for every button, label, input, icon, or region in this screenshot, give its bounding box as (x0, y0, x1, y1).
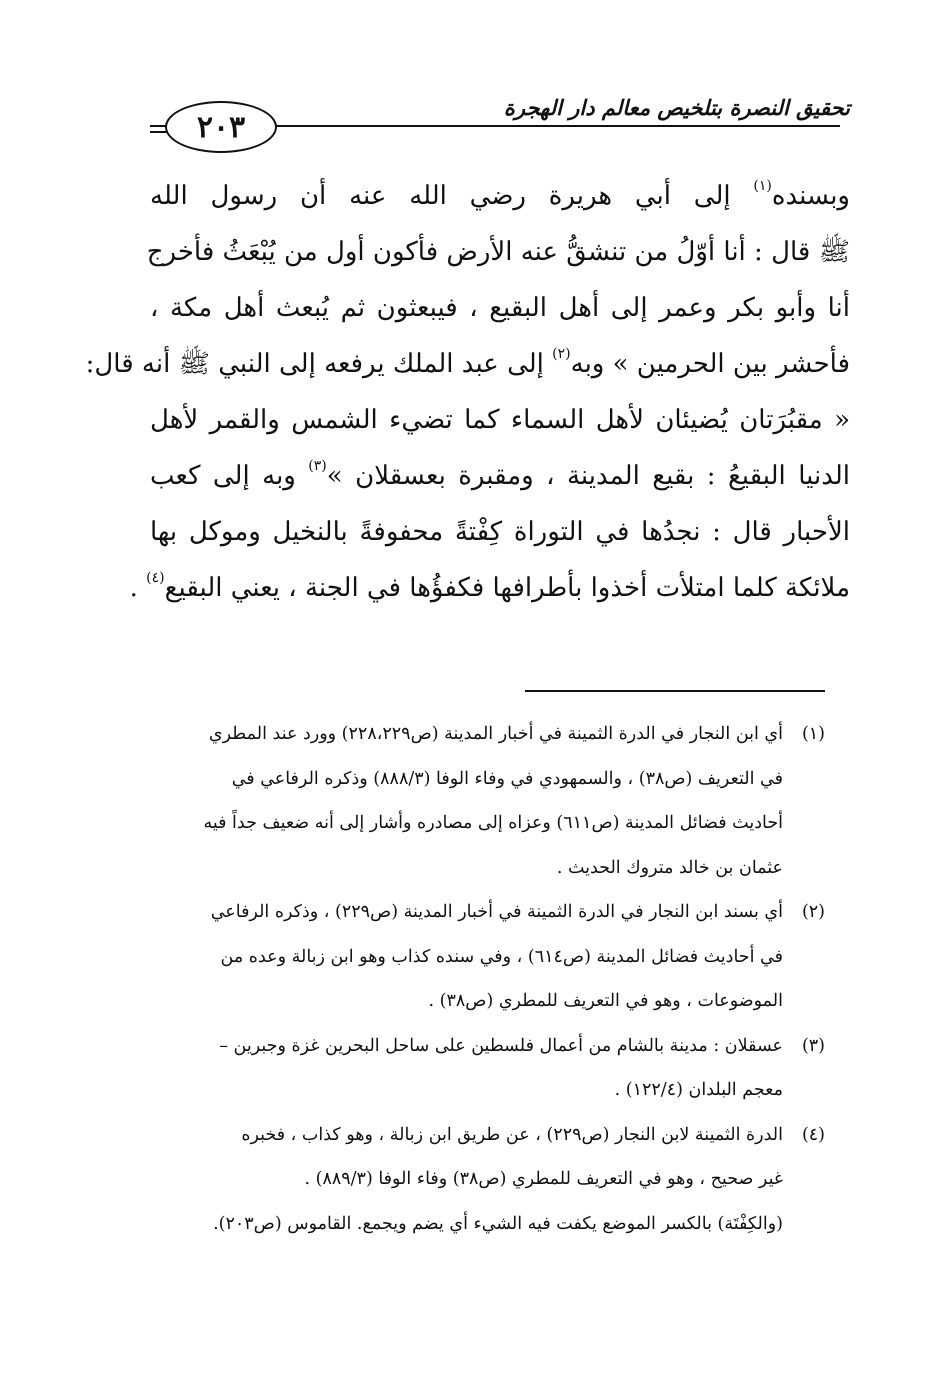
body-line: وبسنده$^{(١)}$ إلى أبي هريرة رضي الله عنه أن رسول الله (150, 178, 850, 211)
footnote-line: أي بسند ابن النجار في الدرة الثمينة في أخبار المدينة (ص٢٢٩) ، وذكره الرفاعي (210, 902, 783, 922)
footnote (150, 890, 825, 1024)
footnote-marker: (٣) (308, 458, 327, 474)
body-line: « مقبُرَتان يُضيئان لأهل السماء كما تضيء الشمس والقمر لأهل (150, 405, 850, 435)
footnote-marker: (٢) (552, 346, 571, 362)
body-text (85, 168, 850, 616)
body-line: ﷺ قال : أنا أوّلُ من تنشقُّ عنه الأرض فأكون أول من يُبْعَثُ فأخرج (146, 237, 850, 267)
footnote-line: أحاديث فضائل المدينة (ص٦١١) وعزاه إلى مصادره وأشار إلى أنه ضعيف جداً فيه (203, 813, 783, 833)
page-number: ٢٠٣ (165, 101, 277, 153)
footnote-line: معجم البلدان (١٢٢/٤) . (614, 1080, 783, 1100)
footnote (150, 1113, 825, 1202)
footnote-line: في أحاديث فضائل المدينة (ص٦١٤) ، وفي سنده كذاب وهو ابن زبالة وعده من (220, 946, 783, 967)
body-line: الأحبار قال : نجدُها في التوراة كِفْتةً محفوفةً بالنخيل وموكل بها (150, 517, 850, 547)
footnote-number: (٣) (801, 1035, 825, 1056)
footnote (150, 1024, 825, 1113)
footnote-separator (525, 690, 825, 692)
footnote-number: (١) (801, 724, 825, 744)
footnote-line: أي ابن النجار في الدرة الثمينة في أخبار المدينة (ص٢٢٨،٢٢٩) وورد عند المطري (208, 724, 783, 744)
footnote-line: غير صحيح ، وهو في التعريف للمطري (ص٣٨) وفاء الوفا (٨٨٩/٣) . (304, 1169, 783, 1189)
page-header (150, 95, 850, 155)
running-title: تحقيق النصرة بتلخيص معالم دار الهجرة (503, 95, 850, 120)
footnote-marker: (٤) (146, 570, 165, 586)
footnote-number: (٢) (801, 902, 825, 922)
footnote-line: عسقلان : مدينة بالشام من أعمال فلسطين على ساحل البحرين غزة وجبرين – (219, 1035, 783, 1056)
body-line: الدنيا البقيعُ : بقيع المدينة ، ومقبرة بعسقلان »$^{(٣)}$ وبه إلى كعب (150, 458, 850, 491)
footnote-number: (٤) (801, 1124, 825, 1145)
footnotes (150, 712, 825, 1246)
footnote-line: الموضوعات ، وهو في التعريف للمطري (ص٣٨) . (428, 991, 783, 1011)
body-line: فأحشر بين الحرمين » وبه$^{(٢)}$ إلى عبد الملك يرفعه إلى النبي ﷺ أنه قال: (85, 346, 850, 379)
footnote-extra: (والكِفْتَة) بالكسر الموضع يكفت فيه الشيء أي يضم ويجمع. القاموس (ص٢٠٣). (213, 1213, 783, 1234)
footnote (150, 712, 825, 890)
footnote-marker: (١) (753, 178, 772, 194)
footnote-line: الدرة الثمينة لابن النجار (ص٢٢٩) ، عن طريق ابن زبالة ، وهو كذاب ، فخبره (241, 1124, 783, 1145)
footnote-line: عثمان بن خالد متروك الحديث . (556, 857, 783, 878)
footnote-line: في التعريف (ص٣٨) ، والسمهودي في وفاء الوفا (٨٨٨/٣) وذكره الرفاعي في (231, 768, 783, 789)
body-line: ملائكة كلما امتلأت أخذوا بأطرافها فكفؤُها في الجنة ، يعني البقيع$^{(٤)}$ . (129, 570, 850, 603)
body-line: أنا وأبو بكر وعمر إلى أهل البقيع ، فيبعثون ثم يُبعث أهل مكة ، (150, 293, 850, 323)
